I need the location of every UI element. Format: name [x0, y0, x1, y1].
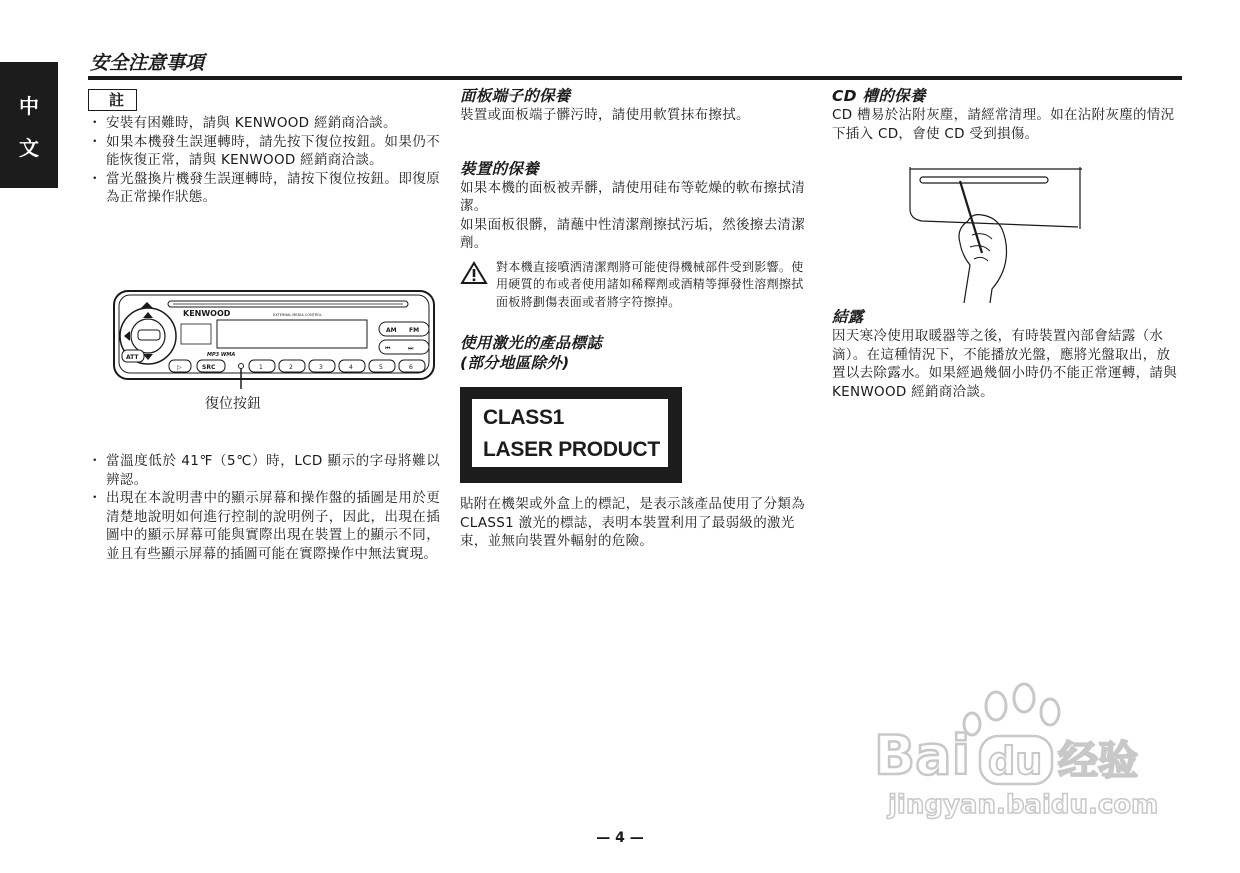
language-tab-char-1: 中 — [19, 94, 39, 118]
fm-button: FM — [409, 327, 420, 334]
svg-text:⏮: ⏮ — [385, 345, 391, 352]
note-list — [88, 114, 440, 207]
preset-button: 4 — [349, 364, 353, 371]
device-brand: KENWOOD — [183, 309, 231, 318]
section-title-laser-line1: 使用激光的產品標誌 — [460, 334, 603, 352]
note-item: ・ 當光盤換片機發生誤運轉時，請按下復位按鈕。即復原為正常操作狀態。 — [88, 170, 440, 207]
section-text: 貼附在機架或外盒上的標記，是表示該產品使用了分類為 CLASS1 激光的標誌，表明本裝置利用了最弱級的激光束，並無向裝置外輻射的危險。 — [460, 496, 805, 549]
note-label: 註 — [88, 89, 137, 111]
language-tab-char-2: 文 — [19, 136, 39, 160]
page-number: — 4 — — [596, 830, 644, 846]
cd-slot-illustration — [832, 143, 1182, 307]
note-item: ・ 出現在本說明書中的顯示屏幕和操作盤的插圖是用於更清楚地說明如何進行控制的說明例子，因此，出現在插圖中的顯示屏幕可能與實際出現在裝置上的顯示不同，並且有些顯示屏幕的插圖可能在實際操作中無法實現。 — [88, 489, 440, 563]
preset-button: 5 — [379, 364, 383, 371]
column-1 — [88, 86, 440, 207]
section-text: 如果本機的面板被弄髒，請使用硅布等乾燥的軟布擦拭清潔。 — [460, 179, 805, 214]
warning-block — [460, 259, 810, 312]
car-stereo-illustration — [113, 290, 437, 390]
section-text: 如果面板很髒，請蘸中性清潔劑擦拭污垢，然後擦去清潔劑。 — [460, 216, 805, 251]
preset-button: 6 — [409, 364, 413, 371]
warning-icon — [460, 259, 496, 312]
preset-button: 2 — [289, 364, 293, 371]
column-3 — [832, 86, 1182, 401]
baidu-url: jingyan.baidu.com — [888, 790, 1159, 820]
note-item: ・ 安裝有困難時，請與 KENWOOD 經銷商洽談。 — [88, 114, 440, 133]
section-text: 裝置或面板端子髒污時，請使用軟質抹布擦拭。 — [460, 107, 750, 123]
baidu-wordmark: Bai — [874, 724, 971, 787]
baidu-jingyan: 经验 — [1058, 738, 1138, 784]
section-title-cd-slot: CD 槽的保養 — [832, 87, 926, 105]
section-title-condensation: 結露 — [832, 308, 864, 326]
column-2 — [460, 86, 810, 551]
svg-text:⏭: ⏭ — [408, 345, 414, 352]
page-title: 安全注意事項 — [90, 52, 205, 74]
preset-button: 3 — [319, 364, 323, 371]
warning-text: 對本機直接噴洒清潔劑將可能使得機械部件受到影響。使用硬質的布或者使用諸如稀釋劑或酒精等揮發性溶劑擦拭面板將劃傷表面或者將字符擦掉。 — [496, 259, 804, 309]
section-text: 因天寒冷使用取暖器等之後，有時裝置內部會結露（水滴）。在這種情況下，不能播放光盤，應將光盤取出，放置以去除露水。如果經過幾個小時仍不能正常運轉，請與 KENWOOD 經銷商洽談。 — [832, 328, 1177, 400]
baidu-watermark — [868, 676, 1188, 826]
note-list-2 — [88, 452, 440, 563]
laser-line-2: LASER PRODUCT — [483, 438, 660, 461]
baidu-du: du — [988, 739, 1043, 783]
mp3-logo: MP3 WMA — [207, 352, 236, 358]
note-item: ・ 如果本機發生誤運轉時，請先按下復位按鈕。如果仍不能恢復正常，請與 KENWOOD 經銷商洽談。 — [88, 133, 440, 170]
section-title-terminal-care: 面板端子的保養 — [460, 87, 571, 105]
title-rule — [88, 76, 1182, 80]
preset-button: 1 — [259, 364, 263, 371]
note-item: ・ 當溫度低於 41℉（5℃）時，LCD 顯示的字母將難以辨認。 — [88, 452, 440, 489]
laser-label — [460, 387, 682, 483]
att-button: ATT — [126, 354, 139, 361]
laser-line-1: CLASS1 — [483, 406, 565, 429]
section-title-unit-care: 裝置的保養 — [460, 159, 540, 178]
am-button: AM — [386, 327, 397, 334]
src-button: SRC — [202, 364, 216, 371]
reset-button-label: 復位按鈕 — [205, 396, 261, 412]
section-title-laser-line2: (部分地區除外) — [460, 354, 570, 372]
svg-text:▷: ▷ — [177, 364, 182, 371]
device-external: EXTERNAL MEDIA CONTROL — [273, 313, 322, 317]
language-tab — [0, 62, 58, 188]
section-text: CD 槽易於沾附灰塵，請經常清理。如在沾附灰塵的情況下插入 CD，會使 CD 受到損傷。 — [832, 107, 1175, 142]
